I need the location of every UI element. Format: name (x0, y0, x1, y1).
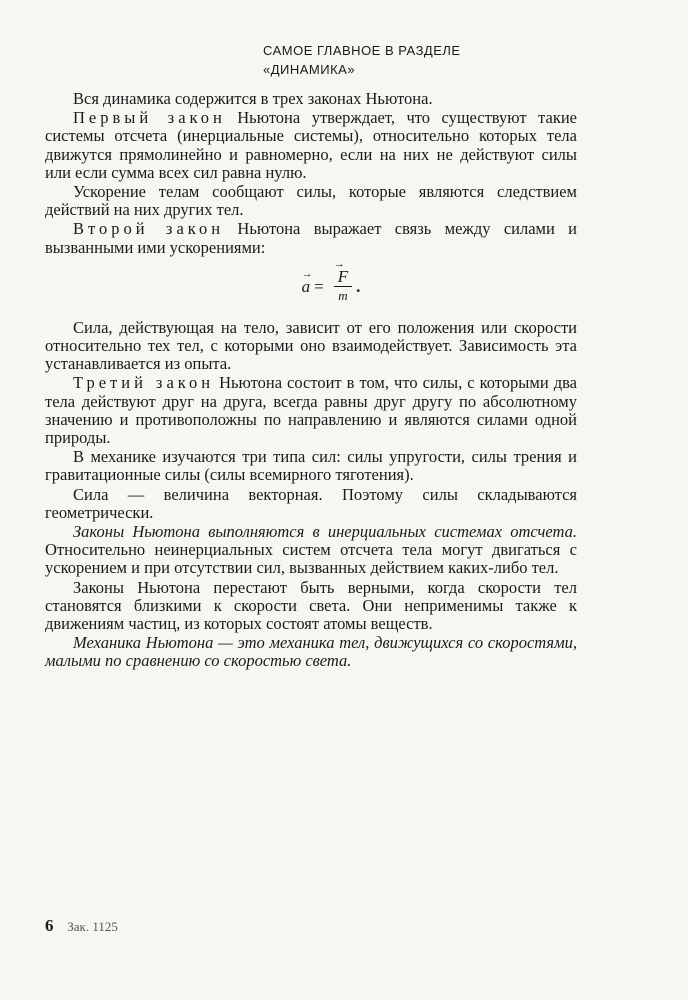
inertial-italic: Законы Ньютона выполняются в инерциальных системах отсчета. (73, 522, 577, 542)
formula-a: a (301, 276, 311, 296)
formula-denominator: m (338, 288, 348, 304)
paragraph-vector: Сила — величина векторная. Поэтому силы складываются геометрически. (45, 484, 577, 522)
paragraph-force-position: Сила, действующая на тело, зависит от его положения или скорости относительно тех тел, с которыми оно взаимодействует. Зависимость эта устанавливается из опыта. (45, 317, 577, 374)
formula-period: . (356, 276, 361, 296)
heading-line-2: «ДИНАМИКА» (263, 62, 356, 77)
paragraph-intro: Вся динамика содержится в трех законах Ньютона. (73, 89, 433, 108)
section-heading (263, 41, 461, 79)
body-text (45, 90, 577, 672)
heading-line-1: САМОЕ ГЛАВНОЕ В РАЗДЕЛЕ (263, 43, 461, 58)
formula-f: F (337, 267, 349, 287)
first-law-lead: Первый закон (73, 108, 226, 128)
paragraph-force-types: В механике изучаются три типа сил: силы упругости, силы трения и гравитационные силы (силы всемирного тяготения). (45, 447, 577, 485)
page-number: 6 (45, 916, 54, 935)
paragraph-first-law (45, 109, 577, 182)
vector-arrow-icon: → (333, 258, 345, 271)
paragraph-acceleration: Ускорение телам сообщают силы, которые являются следствием действий на них других тел. (45, 182, 577, 220)
third-law-text: Ньютона состоит в том, что силы, с которыми два тела действуют друг на друга, всегда равны друг другу по абсолютному значению и противоположны по направлению и являются силами одной природы. (45, 373, 577, 448)
inertial-text: Относительно неинерциальных систем отсчета тела могут двигаться с ускорением и при отсутствии сил, вызванных действием каких-либо тел. (45, 540, 577, 578)
paragraph-conclusion (45, 634, 577, 670)
formula-equals: = (314, 276, 324, 296)
second-law-text: Ньютона выражает связь между силами и вызванными ими ускорениями: (45, 219, 577, 257)
conclusion-italic: Механика Ньютона — это механика тел, движущихся со скоростями, малыми по сравнению со скоростью света. (45, 633, 577, 671)
newton-second-law-formula (85, 258, 577, 313)
paragraph-second-law (45, 220, 577, 256)
first-law-text: Ньютона утверждает, что существуют такие системы отсчета (инерциальные системы), относительно которых тела движутся прямолинейно и равномерно, если на них не действуют силы или если сумма всех сил равна нулю. (45, 108, 577, 182)
paragraph-limits: Законы Ньютона перестают быть верными, когда скорости тел становятся близкими к скорости света. Они неприменимы также к движениям частиц, из которых состоят атомы веществ. (45, 577, 577, 634)
formula-numerator (333, 258, 352, 287)
printer-note: Зак. 1125 (67, 919, 118, 934)
formula-lhs (301, 267, 313, 296)
second-law-lead: Второй закон (73, 219, 225, 239)
paragraph-inertial (45, 523, 577, 578)
paragraph-third-law (45, 374, 577, 447)
page-footer (45, 916, 118, 936)
vector-arrow-icon: → (301, 267, 313, 280)
third-law-lead: Третий закон (73, 373, 215, 393)
formula-fraction (333, 258, 352, 305)
